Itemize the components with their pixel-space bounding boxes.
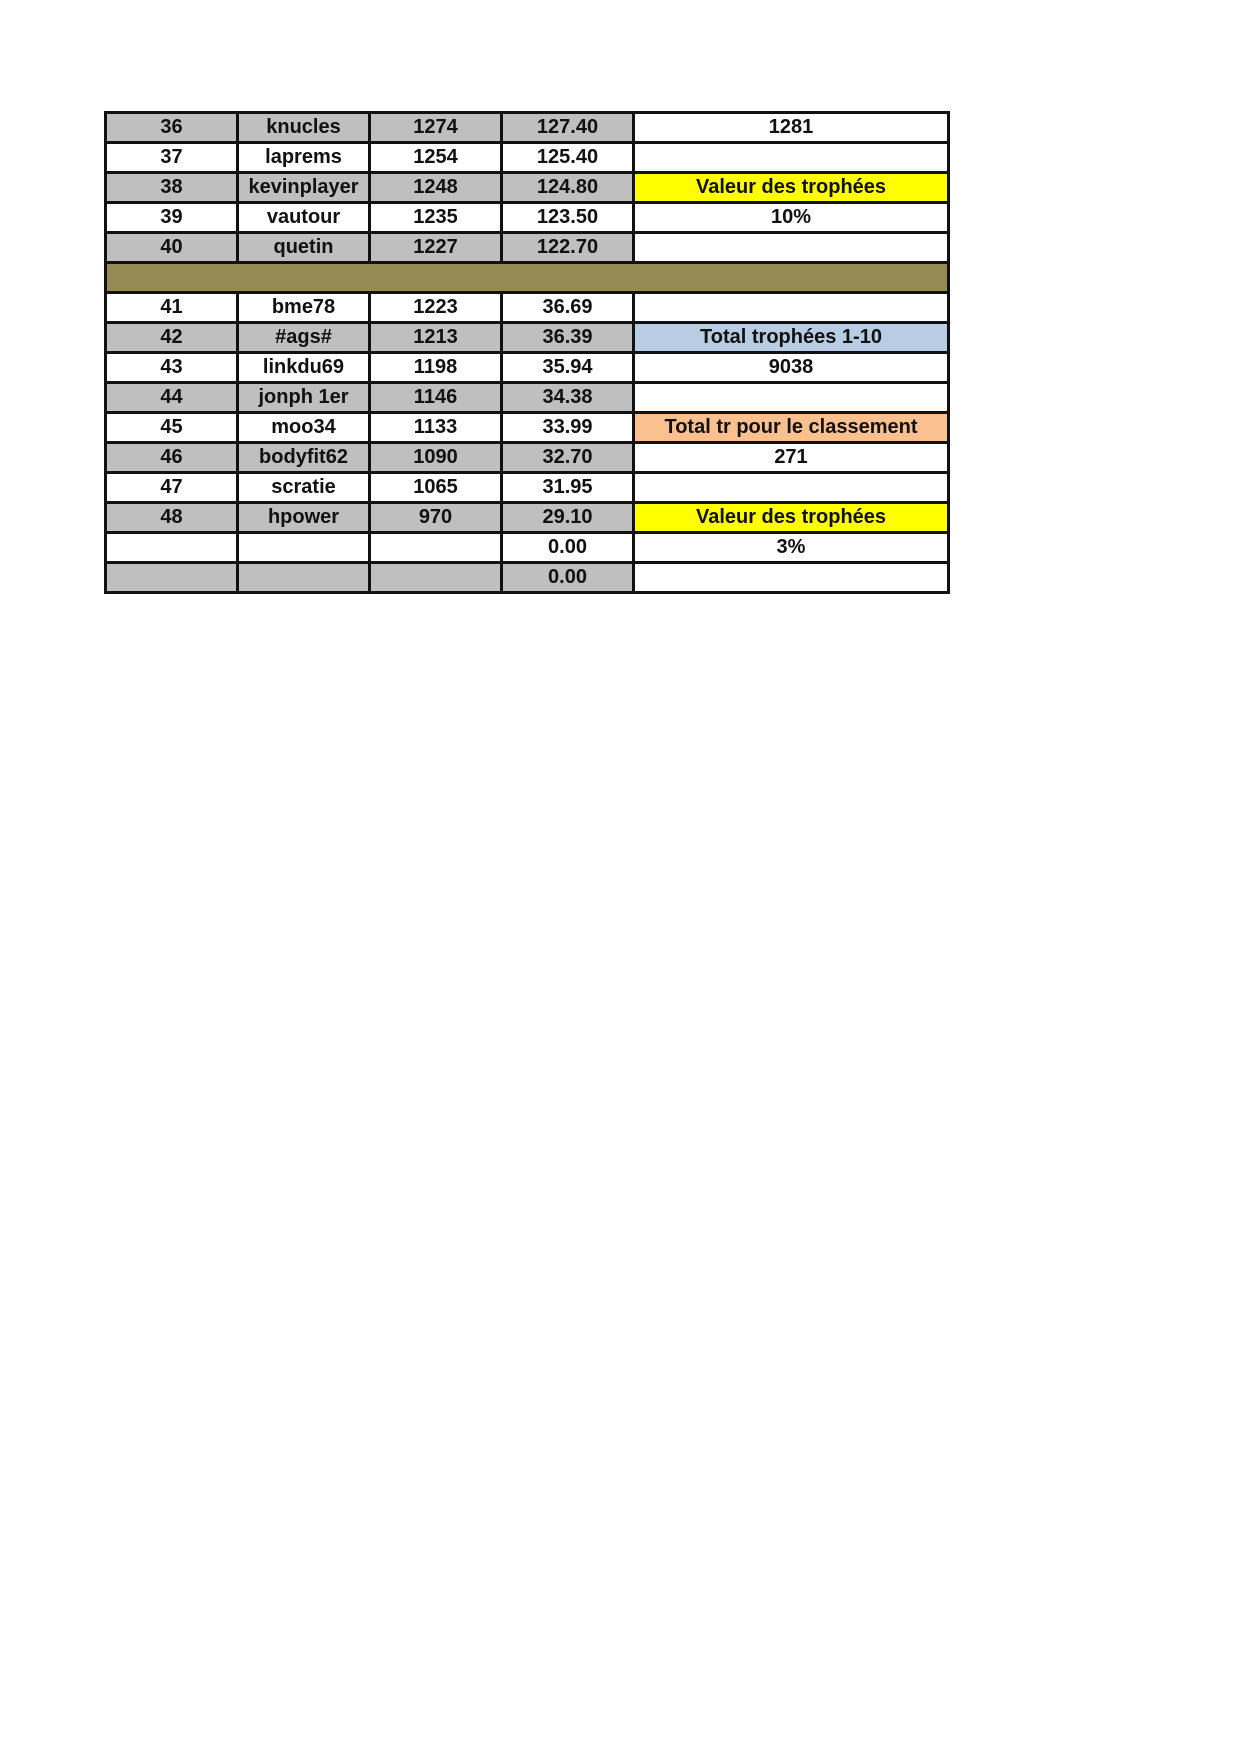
rank-cell: 45 — [106, 413, 238, 443]
value-cell: 31.95 — [502, 473, 634, 503]
rank-cell: 48 — [106, 503, 238, 533]
summary-value-cell: 9038 — [634, 353, 949, 383]
table-row — [106, 563, 949, 593]
player-name-cell: quetin — [238, 233, 370, 263]
player-name-cell: #ags# — [238, 323, 370, 353]
player-name-cell: laprems — [238, 143, 370, 173]
table-row — [106, 113, 949, 143]
summary-value-cell: 3% — [634, 533, 949, 563]
value-cell: 123.50 — [502, 203, 634, 233]
summary-value-cell: 10% — [634, 203, 949, 233]
player-name-cell: vautour — [238, 203, 370, 233]
trophies-cell: 1065 — [370, 473, 502, 503]
separator-bar — [106, 263, 949, 293]
trophies-cell — [370, 533, 502, 563]
rank-cell: 43 — [106, 353, 238, 383]
trophies-cell: 1248 — [370, 173, 502, 203]
player-name-cell: linkdu69 — [238, 353, 370, 383]
player-name-cell: bme78 — [238, 293, 370, 323]
summary-value-cell — [634, 563, 949, 593]
player-name-cell: jonph 1er — [238, 383, 370, 413]
table-row — [106, 233, 949, 263]
rank-cell: 39 — [106, 203, 238, 233]
trophies-cell: 1146 — [370, 383, 502, 413]
table-row — [106, 293, 949, 323]
trophies-cell: 1090 — [370, 443, 502, 473]
player-name-cell: moo34 — [238, 413, 370, 443]
trophies-cell: 970 — [370, 503, 502, 533]
value-cell: 33.99 — [502, 413, 634, 443]
rank-cell: 40 — [106, 233, 238, 263]
summary-value-cell — [634, 233, 949, 263]
summary-label-cell: Valeur des trophées — [634, 503, 949, 533]
rank-cell: 47 — [106, 473, 238, 503]
table-row — [106, 353, 949, 383]
table-row — [106, 443, 949, 473]
summary-value-cell — [634, 383, 949, 413]
rank-cell — [106, 563, 238, 593]
table-row — [106, 533, 949, 563]
rank-cell: 36 — [106, 113, 238, 143]
value-cell: 127.40 — [502, 113, 634, 143]
trophies-cell: 1213 — [370, 323, 502, 353]
ranking-table — [104, 111, 950, 594]
summary-label-cell: Valeur des trophées — [634, 173, 949, 203]
trophies-cell: 1274 — [370, 113, 502, 143]
value-cell: 35.94 — [502, 353, 634, 383]
value-cell: 122.70 — [502, 233, 634, 263]
table-row — [106, 503, 949, 533]
player-name-cell: kevinplayer — [238, 173, 370, 203]
separator-row — [106, 263, 949, 293]
value-cell: 36.39 — [502, 323, 634, 353]
rank-cell — [106, 533, 238, 563]
value-cell: 0.00 — [502, 533, 634, 563]
summary-value-cell: 1281 — [634, 113, 949, 143]
summary-label-cell: Total trophées 1-10 — [634, 323, 949, 353]
rank-cell: 46 — [106, 443, 238, 473]
value-cell: 124.80 — [502, 173, 634, 203]
trophies-cell: 1133 — [370, 413, 502, 443]
rank-cell: 41 — [106, 293, 238, 323]
table-row — [106, 173, 949, 203]
rank-cell: 37 — [106, 143, 238, 173]
rank-cell: 38 — [106, 173, 238, 203]
summary-value-cell — [634, 473, 949, 503]
player-name-cell — [238, 533, 370, 563]
player-name-cell: knucles — [238, 113, 370, 143]
trophies-cell: 1254 — [370, 143, 502, 173]
value-cell: 29.10 — [502, 503, 634, 533]
table-row — [106, 473, 949, 503]
value-cell: 125.40 — [502, 143, 634, 173]
player-name-cell: bodyfit62 — [238, 443, 370, 473]
summary-value-cell: 271 — [634, 443, 949, 473]
value-cell: 36.69 — [502, 293, 634, 323]
ranking-table-body — [106, 113, 949, 593]
rank-cell: 42 — [106, 323, 238, 353]
table-row — [106, 413, 949, 443]
value-cell: 32.70 — [502, 443, 634, 473]
trophies-cell: 1235 — [370, 203, 502, 233]
value-cell: 0.00 — [502, 563, 634, 593]
table-row — [106, 383, 949, 413]
player-name-cell: hpower — [238, 503, 370, 533]
table-row — [106, 203, 949, 233]
trophies-cell: 1198 — [370, 353, 502, 383]
player-name-cell: scratie — [238, 473, 370, 503]
table-row — [106, 143, 949, 173]
summary-value-cell — [634, 293, 949, 323]
trophies-cell: 1223 — [370, 293, 502, 323]
trophies-cell — [370, 563, 502, 593]
table-row — [106, 323, 949, 353]
trophies-cell: 1227 — [370, 233, 502, 263]
spreadsheet-page — [104, 111, 950, 594]
summary-value-cell — [634, 143, 949, 173]
player-name-cell — [238, 563, 370, 593]
value-cell: 34.38 — [502, 383, 634, 413]
summary-label-cell: Total tr pour le classement — [634, 413, 949, 443]
rank-cell: 44 — [106, 383, 238, 413]
